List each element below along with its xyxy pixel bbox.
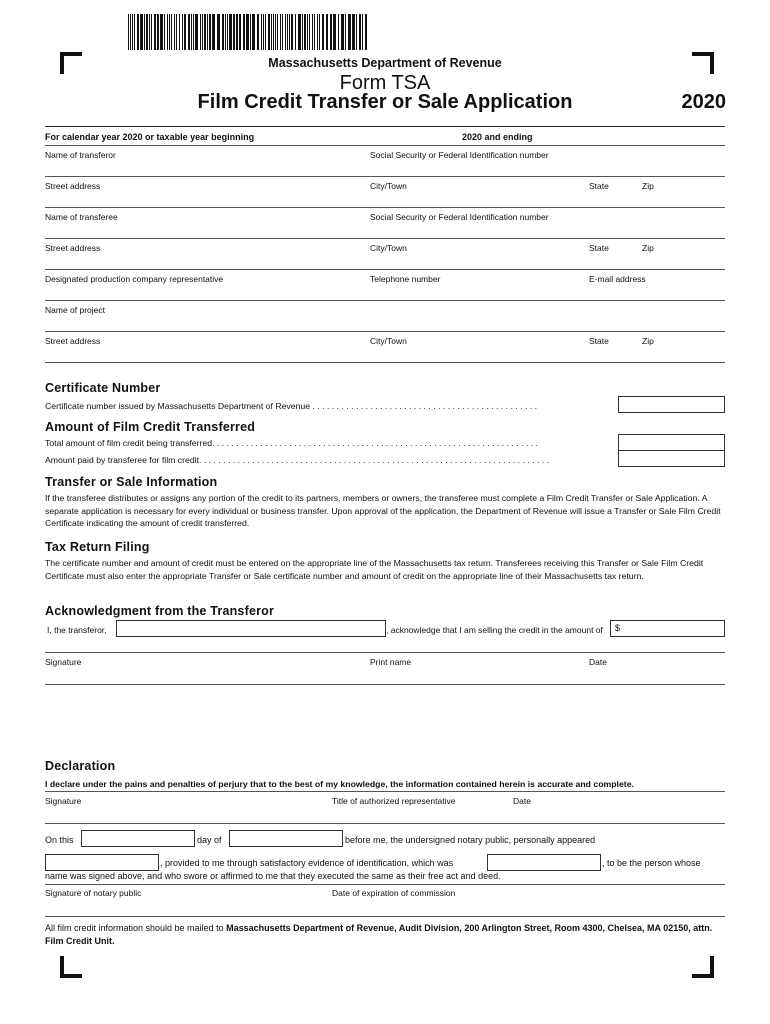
month-input[interactable] [229,830,343,847]
project-street-field[interactable]: Street address [45,336,101,346]
day-of-label: day of [197,835,222,845]
transferor-city-field[interactable]: City/Town [370,181,407,191]
form-name: Form TSA [339,72,431,94]
rule [45,884,725,885]
project-city-field[interactable]: City/Town [370,336,407,346]
notary-signature-field[interactable]: Signature of notary public [45,888,142,898]
form-title: Film Credit Transfer or Sale Application [197,91,573,113]
email-field[interactable]: E-mail address [589,274,646,284]
transferee-state-field[interactable]: State [589,243,609,253]
header-rule [45,126,725,127]
total-credit-input[interactable] [618,434,725,451]
project-zip-field[interactable]: Zip [642,336,654,346]
certificate-number-input[interactable] [618,396,725,413]
amount-paid-line: Amount paid by transferee for film credit. . . . . . . . . . . . . . . . . . . . . . . . . . . . . . . . . . . . . . . . . . . . . . . . . . . . . . . . . . . . . . . . . . . . . . . . . [45,455,550,465]
credit-amount-input[interactable] [610,620,725,637]
identification-input[interactable] [487,854,601,871]
period-ending-label: 2020 and ending [462,132,533,142]
transferor-prefix: I, the transferor, [47,625,107,635]
period-label: For calendar year 2020 or taxable year beginning [45,132,255,142]
acknowledgment-heading: Acknowledgment from the Transferor [45,604,275,618]
to-be-text: , to be the person whose [602,858,701,868]
transferor-zip-field[interactable]: Zip [642,181,654,191]
transferor-id-field[interactable]: Social Security or Federal Identification number [370,150,549,160]
ack-print-name-field[interactable]: Print name [370,657,412,667]
rule [45,176,725,177]
transferee-city-field[interactable]: City/Town [370,243,407,253]
name-signed-text: name was signed above, and who swore or affirmed to me that they executed the same as their free act and deed. [45,871,501,881]
appeared-name-input[interactable] [45,854,159,871]
transferor-name-input[interactable] [116,620,386,637]
transferee-street-field[interactable]: Street address [45,243,101,253]
representative-field[interactable]: Designated production company representative [45,274,224,284]
amount-heading: Amount of Film Credit Transferred [45,420,256,434]
provided-text: , provided to me through satisfactory evidence of identification, which was [160,858,454,868]
representative-title-field[interactable]: Title of authorized representative [332,796,456,806]
mailing-instructions: All film credit information should be mailed to Massachusetts Department of Revenue, Audit Division, 200 Arlington Street, Room 4300, Chelsea, MA 02150, attn. Film Credit Unit. [45,923,713,946]
rule [45,331,725,332]
transfer-heading: Transfer or Sale Information [45,475,218,489]
dollar-sign: $ [615,623,621,633]
rule [45,238,725,239]
transfer-text: If the transferee distributes or assigns any portion of the credit to its partners, members or owners, the transferee must complete a Film Credit Transfer or Sale Application. A separate application is necessary for every individual or business transfer. Upon approval of the application, the Department of Revenue will issue a Transfer or Sale Film Credit Certificate indicating the amount of credit transferred. [45,493,721,528]
rule [45,145,725,146]
amount-paid-input[interactable] [618,450,725,467]
rule [45,300,725,301]
rule [45,652,725,653]
name-of-transferee-field[interactable]: Name of transferee [45,212,118,222]
tax-return-heading: Tax Return Filing [45,540,150,554]
name-of-transferor-field[interactable]: Name of transferor [45,150,116,160]
tax-return-text: The certificate number and amount of credit must be entered on the appropriate line of the Massachusetts tax return. Transferees receiving this Transfer or Sale Film Credit Certificate must also enter the appropriate Transfer or Sale certificate number and amount of credit on the appropriate line of their Massachusetts tax return. [45,558,704,581]
corner-mark-bottom-left [60,956,82,978]
rule [45,207,725,208]
project-name-field[interactable]: Name of project [45,305,105,315]
project-state-field[interactable]: State [589,336,609,346]
barcode [128,14,368,50]
declaration-heading: Declaration [45,759,116,773]
rule [45,791,725,792]
department-name: Massachusetts Department of Revenue [268,56,502,70]
rule [45,362,725,363]
rule [45,269,725,270]
before-me-text: before me, the undersigned notary public, personally appeared [345,835,596,845]
rule [45,823,725,824]
declaration-signature-field[interactable]: Signature [45,796,82,806]
declaration-statement: I declare under the pains and penalties of perjury that to the best of my knowledge, the information contained herein is accurate and complete. [45,779,634,789]
ack-signature-field[interactable]: Signature [45,657,82,667]
total-credit-line: Total amount of film credit being transferred. . . . . . . . . . . . . . . . . . . . . . . . . . . . . . . . . . . . . . . . . . . . . . . . . . . . . . . . . . . . . . . . . . . . [45,438,538,448]
transferee-id-field[interactable]: Social Security or Federal Identification number [370,212,549,222]
day-input[interactable] [81,830,195,847]
certificate-line: Certificate number issued by Massachusetts Department of Revenue . . . . . . . . . . . . . . . . . . . . . . . . . . . . . . . . . . . . . . . . . . . . . . . [45,401,537,411]
certificate-heading: Certificate Number [45,381,161,395]
transferee-zip-field[interactable]: Zip [642,243,654,253]
commission-expiration-field[interactable]: Date of expiration of commission [332,888,456,898]
rule [45,916,725,917]
corner-mark-bottom-right [692,956,714,978]
mailing-address: Massachusetts Department of Revenue, Audit Division, 200 Arlington Street, Room 4300, Chelsea, MA 02150, attn. Film Credit Unit. [45,923,713,946]
ack-date-field[interactable]: Date [589,657,607,667]
declaration-date-field[interactable]: Date [513,796,531,806]
transferor-street-field[interactable]: Street address [45,181,101,191]
rule [45,684,725,685]
telephone-field[interactable]: Telephone number [370,274,441,284]
acknowledge-text: , acknowledge that I am selling the credit in the amount of [386,625,603,635]
on-this-label: On this [45,835,74,845]
form-year: 2020 [681,91,726,113]
transferor-state-field[interactable]: State [589,181,609,191]
